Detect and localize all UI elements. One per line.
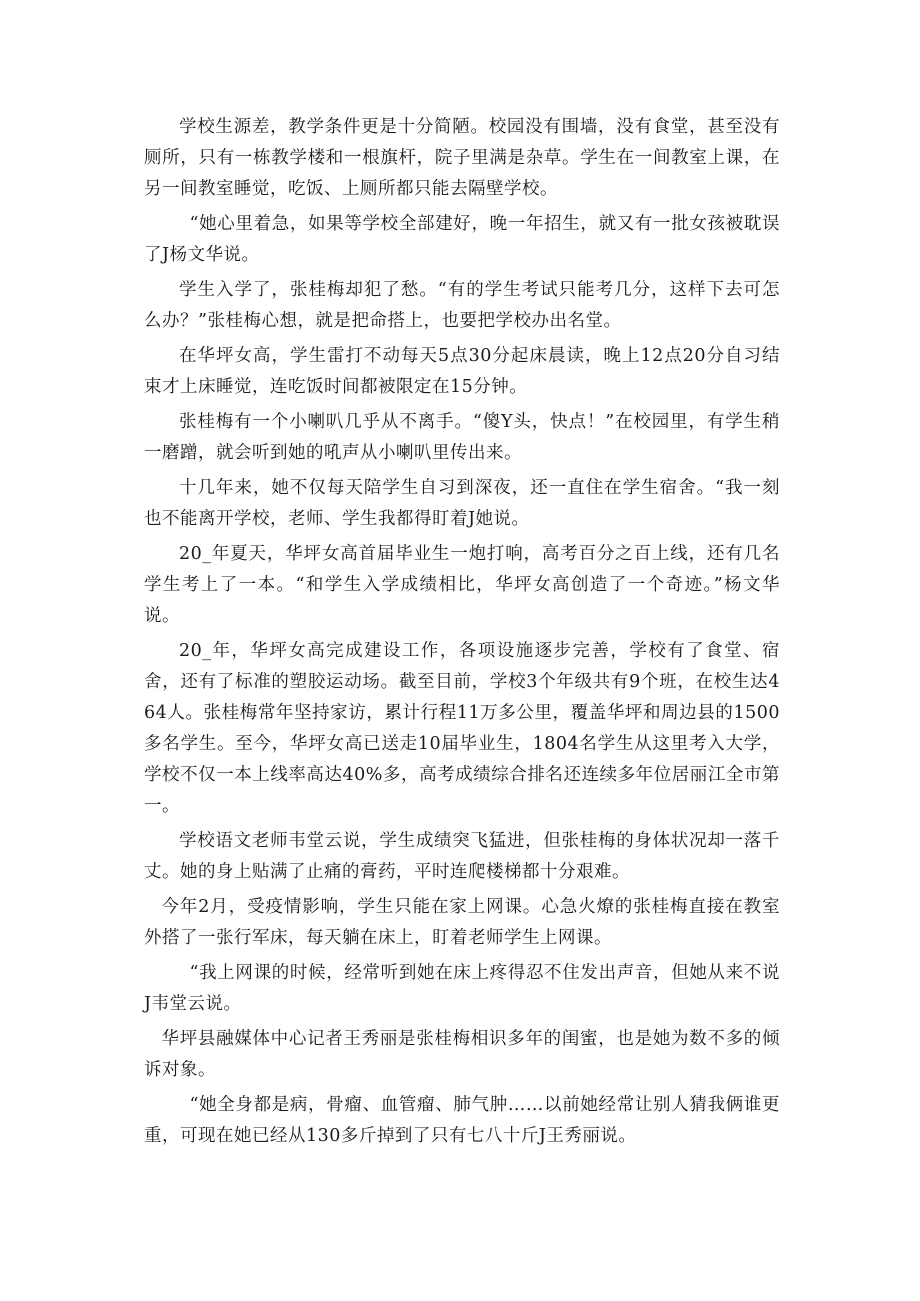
- paragraph: 华坪县融媒体中心记者王秀丽是张桂梅相识多年的闺蜜，也是她为数不多的倾诉对象。: [144, 1029, 780, 1080]
- paragraph: 学校生源差，教学条件更是十分简陋。校园没有围墙，没有食堂，甚至没有厕所，只有一栋教学楼和一根旗杆，院子里满是杂草。学生在一间教室上课，在另一间教室睡觉，吃饭、上厕所都只能去隔壁学校。: [144, 117, 780, 199]
- paragraph: 20_年夏天，华坪女高首届毕业生一炮打响，高考百分之百上线，还有几名学生考上了一本。“和学生入学成绩相比，华坪女高创造了一个奇迹。”杨文华说。: [144, 544, 780, 626]
- paragraph: 学生入学了，张桂梅却犯了愁。“有的学生考试只能考几分，这样下去可怎么办？”张桂梅心想，就是把命搭上，也要把学校办出名堂。: [144, 280, 780, 331]
- paragraph: 十几年来，她不仅每天陪学生自习到深夜，还一直住在学生宿舍。“我一刻也不能离开学校，老师、学生我都得盯着J她说。: [144, 478, 780, 529]
- paragraph: 在华坪女高，学生雷打不动每天5点30分起床晨读，晚上12点20分自习结束才上床睡觉，连吃饭时间都被限定在15分钟。: [144, 346, 780, 397]
- paragraph: “我上网课的时候，经常听到她在床上疼得忍不住发出声音，但她从来不说J韦堂云说。: [144, 963, 780, 1014]
- paragraph: 20_年，华坪女高完成建设工作，各项设施逐步完善，学校有了食堂、宿舍，还有了标准的塑胶运动场。截至目前，学校3个年级共有9个班，在校生达464人。张桂梅常年坚持家访，累计行程11万多公里，覆盖华坪和周边县的1500多名学生。至今，华坪女高已送走10届毕业生，1804名学生从这里考入大学，学校不仅一本上线率高达40%多，高考成绩综合排名还连续多年位居丽江全市第一。: [144, 641, 780, 816]
- paragraph: “她全身都是病，骨瘤、血管瘤、肺气肿……以前她经常让别人猜我俩谁更重，可现在她已经从130多斤掉到了只有七八十斤J王秀丽说。: [144, 1095, 780, 1146]
- paragraph: 学校语文老师韦堂云说，学生成绩突飞猛进，但张桂梅的身体状况却一落千丈。她的身上贴满了止痛的膏药，平时连爬楼梯都十分艰难。: [144, 831, 780, 882]
- paragraph: 今年2月，受疫情影响，学生只能在家上网课。心急火燎的张桂梅直接在教室外搭了一张行军床，每天躺在床上，盯着老师学生上网课。: [144, 897, 780, 948]
- paragraph: “她心里着急，如果等学校全部建好，晚一年招生，就又有一批女孩被耽误了J杨文华说。: [144, 214, 780, 265]
- article-body: [144, 112, 780, 1156]
- paragraph: 张桂梅有一个小喇叭几乎从不离手。“傻Y头，快点！”在校园里，有学生稍一磨蹭，就会听到她的吼声从小喇叭里传出来。: [144, 412, 780, 463]
